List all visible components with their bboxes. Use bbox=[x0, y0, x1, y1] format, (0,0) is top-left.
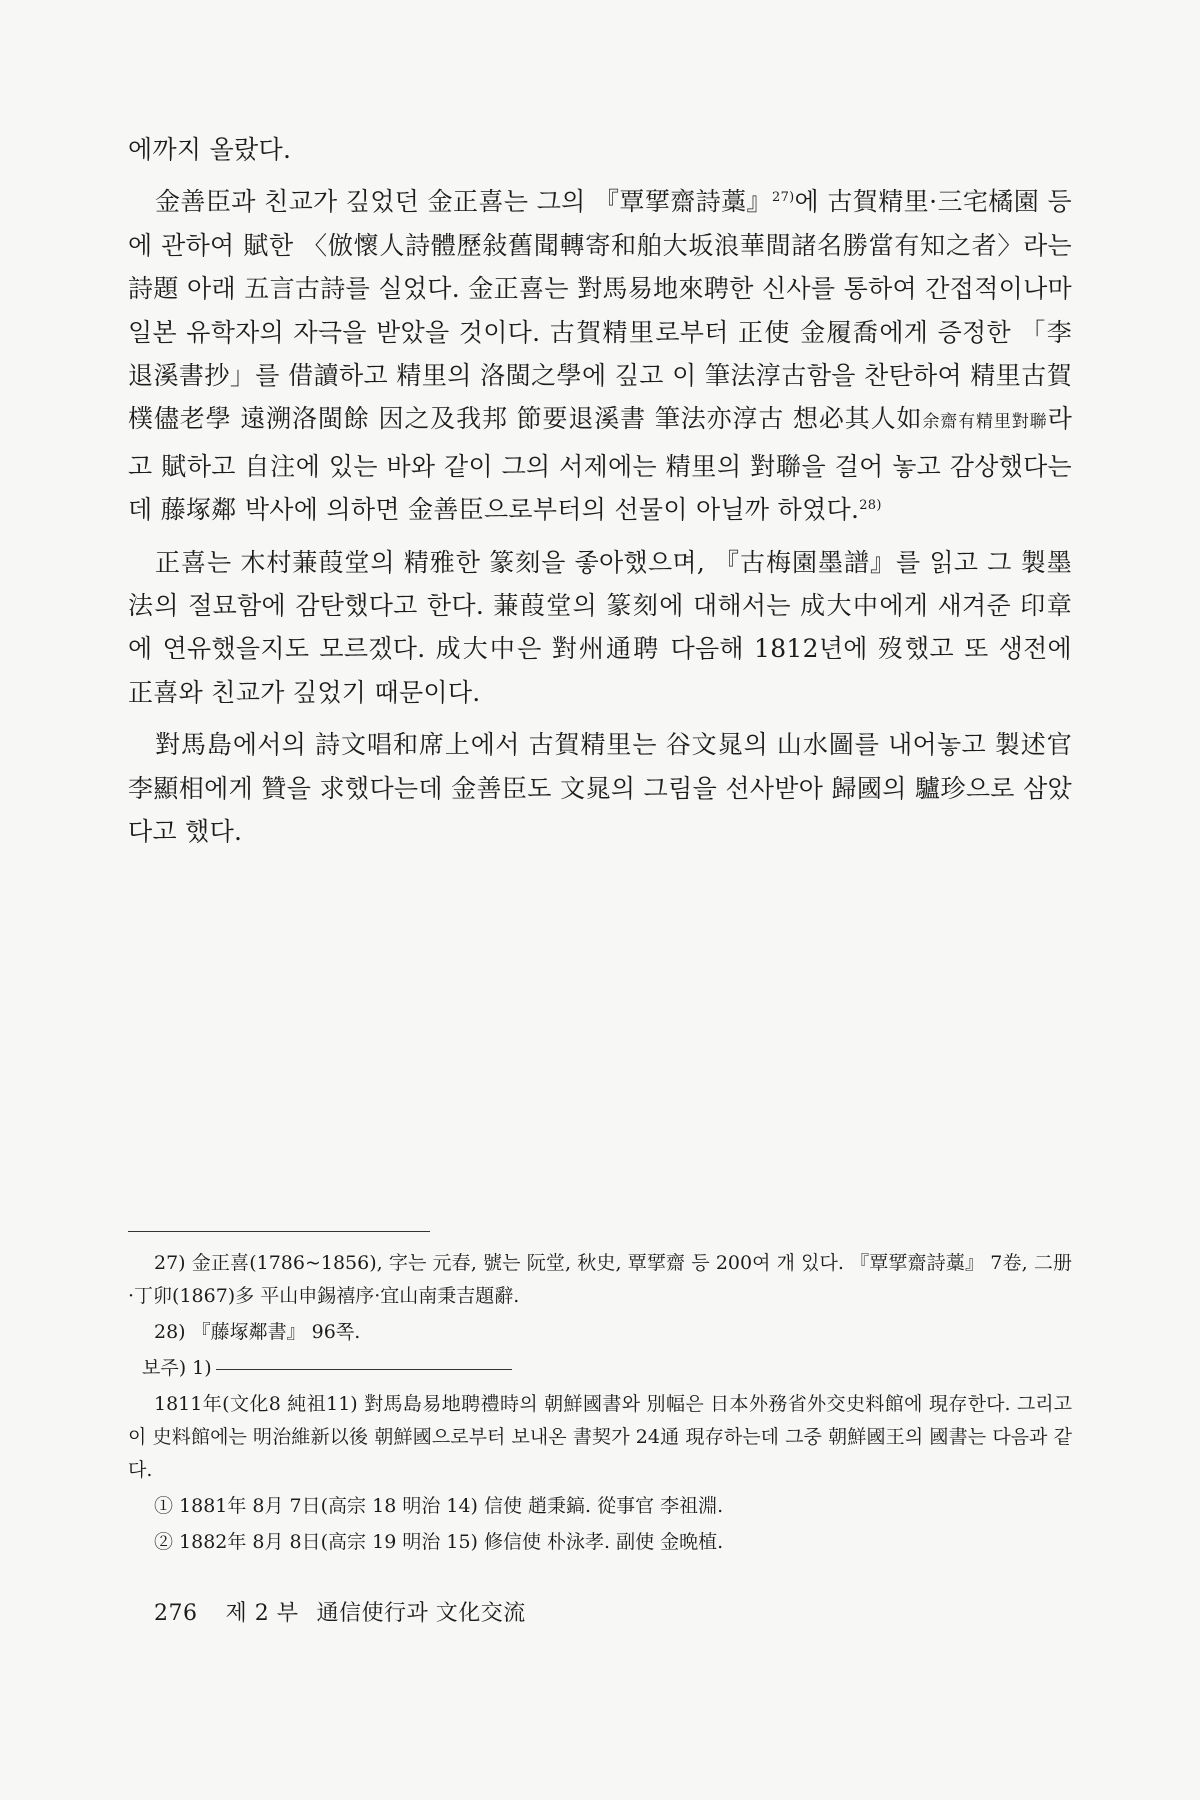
paragraph-text: 에 古賀精里·三宅橘園 등에 관하여 賦한 〈倣懷人詩體歷敍舊聞轉寄和舶大坂浪華間諸名勝當有知之者〉라는 詩題 아래 五言古詩를 실었다. 金正喜는 對馬易地來聘한 신사를 통하여 간접적이나마 일본 유학자의 자극을 받았을 것이다. 古賀精里로부터 正使 金履喬에게 증정한 「李退溪書抄」를 借讀하고 精里의 洛閩之學에 깊고 이 筆法淳古함을 찬탄하여 精里古賀樸儘老學 遠溯洛閩餘 因之及我邦 節要退溪書 筆法亦淳古 想必其人如 bbox=[128, 187, 1072, 434]
part-label: 제 2 부 bbox=[225, 1601, 299, 1626]
main-text bbox=[128, 128, 1072, 863]
supplementary-note-item: ① 1881年 8月 7日(高宗 18 明治 14) 信使 趙秉鎬. 從事官 李祖淵. bbox=[154, 1495, 724, 1517]
supplementary-note-label: 보주) 1) bbox=[142, 1357, 212, 1379]
supplementary-note-rule bbox=[216, 1369, 512, 1370]
footnote-ref: 27) bbox=[772, 190, 795, 206]
paragraph-text: 對馬島에서의 詩文唱和席上에서 古賀精里는 谷文晁의 山水圖를 내어놓고 製述官 李顯相에게 贊을 求했다는데 金善臣도 文晁의 그림을 선사받아 歸國의 驢珍으로 삼았다고 했다. bbox=[128, 730, 1072, 847]
paragraph bbox=[128, 723, 1072, 853]
paragraph bbox=[128, 180, 1072, 531]
supplementary-note-header bbox=[128, 1352, 1072, 1385]
footnotes bbox=[128, 1247, 1072, 1562]
paragraph-text: 에까지 올랐다. bbox=[128, 135, 292, 164]
page-number: 276 bbox=[154, 1601, 198, 1626]
footnote-ref: 28) bbox=[859, 498, 882, 514]
paragraph-text: 正喜는 木村蒹葭堂의 精雅한 篆刻을 좋아했으며, 『古梅園墨譜』를 읽고 그 製墨法의 절묘함에 감탄했다고 한다. 蒹葭堂의 篆刻에 대해서는 成大中에게 새겨준 印章에 연유했을지도 모르겠다. 成大中은 對州通聘 다음해 1812년에 歿했고 또 생전에 正喜와 친교가 깊었기 때문이다. bbox=[128, 547, 1072, 707]
supplementary-note-item: ② 1882年 8月 8日(高宗 19 明治 15) 修信使 朴泳孝. 副使 金晩植. bbox=[154, 1531, 724, 1553]
paragraph-continued bbox=[128, 128, 1072, 171]
page-footer bbox=[154, 1596, 526, 1627]
footnote-28: 28) 『藤塚鄰書』 96쪽. bbox=[154, 1321, 361, 1343]
paragraph bbox=[128, 541, 1072, 715]
footnote-27: 27) 金正喜(1786~1856), 字는 元春, 號는 阮堂, 秋史, 覃揅齋 등 200여 개 있다. 『覃揅齋詩藁』 7卷, 二册·丁卯(1867)多 平山申錫禧序·宜山南秉吉題辭. bbox=[128, 1252, 1072, 1307]
supplementary-note-text: 1811年(文化8 純祖11) 對馬島易地聘禮時의 朝鮮國書와 別幅은 日本外務省外交史料館에 現存한다. 그리고 이 史料館에는 明治維新以後 朝鮮國으로부터 보내온 書契가 24通 現存하는데 그중 朝鮮國王의 國書는 다음과 같다. bbox=[128, 1393, 1072, 1481]
footnote-divider bbox=[128, 1231, 430, 1232]
running-title: 通信使行과 文化交流 bbox=[316, 1601, 526, 1626]
paragraph-text: 라고 賦하고 自注에 있는 바와 같이 그의 서제에는 精里의 對聯을 걸어 놓고 감상했다는데 藤塚鄰 박사에 의하면 金善臣으로부터의 선물이 아닐까 하였다. bbox=[128, 404, 1073, 525]
inline-small-text: 余齋有精里對聯 bbox=[922, 412, 1048, 433]
paragraph-text: 金善臣과 친교가 깊었던 金正喜는 그의 『覃揅齋詩藁』 bbox=[155, 187, 772, 217]
